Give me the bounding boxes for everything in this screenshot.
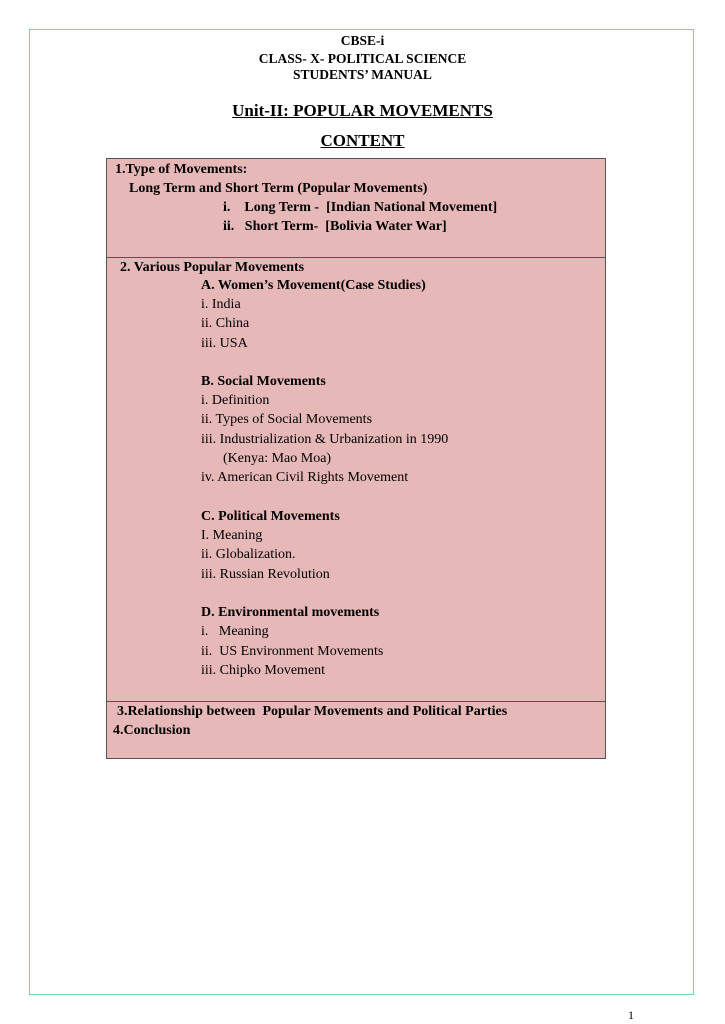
- section1-item-short-term: ii. Short Term- [Bolivia Water War]: [223, 219, 447, 234]
- group-c-title: C. Political Movements: [201, 509, 340, 524]
- row-divider-1: [107, 257, 605, 258]
- section1-heading: 1.Type of Movements:: [115, 162, 248, 177]
- section2-heading: 2. Various Popular Movements: [120, 260, 305, 275]
- section1-item-long-term: i. Long Term - [Indian National Movement]: [223, 200, 498, 215]
- group-b-item: ii. Types of Social Movements: [201, 412, 373, 427]
- content-title: CONTENT: [320, 131, 405, 150]
- group-d-title: D. Environmental movements: [201, 605, 380, 620]
- header-line-3: STUDENTS’ MANUAL: [293, 67, 432, 82]
- section1-subheading: Long Term and Short Term (Popular Movements): [129, 181, 428, 196]
- group-a-title: A. Women’s Movement(Case Studies): [201, 278, 426, 293]
- group-d-item: iii. Chipko Movement: [201, 663, 326, 678]
- group-b-item: i. Definition: [201, 393, 270, 408]
- group-a-item: i. India: [201, 297, 241, 312]
- header-line-2: CLASS- X- POLITICAL SCIENCE: [258, 51, 467, 66]
- group-d-item: ii. US Environment Movements: [201, 644, 384, 659]
- unit-title: Unit-II: POPULAR MOVEMENTS: [232, 101, 493, 120]
- group-c-item: I. Meaning: [201, 528, 263, 543]
- group-d-item: i. Meaning: [201, 624, 269, 639]
- row-divider-2: [107, 701, 605, 702]
- section4-conclusion: 4.Conclusion: [113, 723, 191, 738]
- section3-relationship: 3.Relationship between Popular Movements and Political Parties: [117, 704, 508, 719]
- group-c-item: iii. Russian Revolution: [201, 567, 330, 582]
- group-a-item: iii. USA: [201, 336, 248, 351]
- group-b-item: iv. American Civil Rights Movement: [201, 470, 409, 485]
- group-b-title: B. Social Movements: [201, 374, 326, 389]
- group-c-item: ii. Globalization.: [201, 547, 296, 562]
- header-line-1: CBSE-i: [340, 33, 385, 48]
- content-table: [106, 158, 606, 759]
- page-number: 1: [628, 1008, 634, 1022]
- group-a-item: ii. China: [201, 316, 250, 331]
- group-b-item: iii. Industrialization & Urbanization in 1990: [201, 432, 449, 447]
- group-b-item: (Kenya: Mao Moa): [223, 451, 332, 466]
